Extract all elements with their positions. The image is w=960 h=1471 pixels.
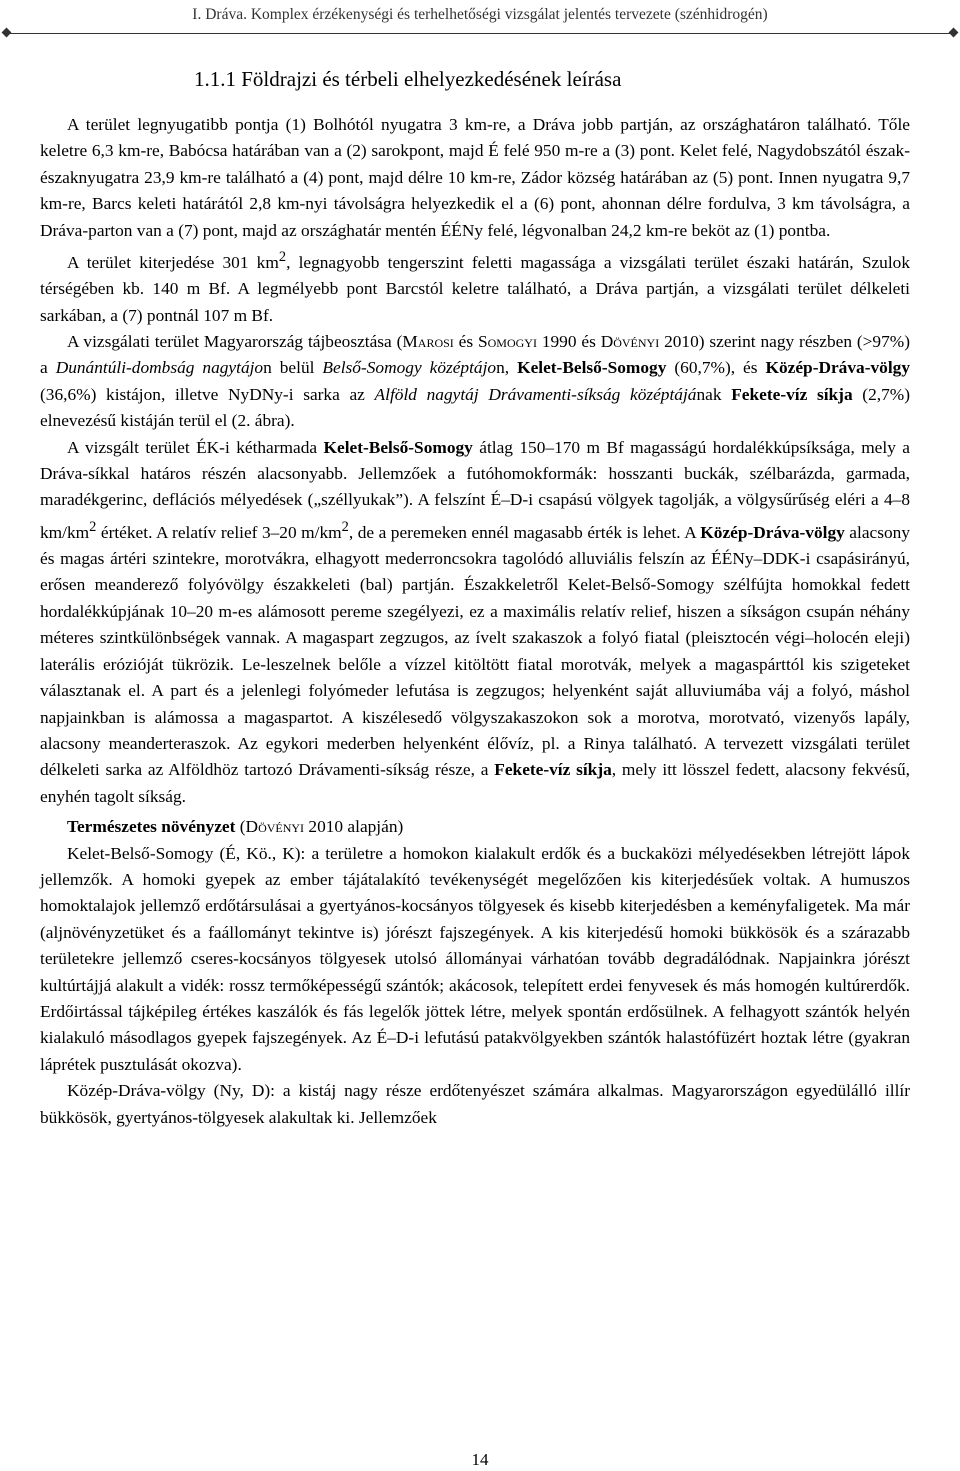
diamond-left-icon xyxy=(2,28,12,38)
vegetation-heading: Természetes növényzet (Dövényi 2010 alapján) xyxy=(67,817,404,837)
paragraph-extent: A terület kiterjedése 301 $km^2$, legnagyobb tengerszint feletti magassága a vizsgálati terület északi határán, Szulok térségében kb. 140 m Bf. A legmélyebb pont Barcstól keletre található, a Dráva partján, a vizsgálati terület délkeleti sarkában, a (7) pontnál 107 m Bf. xyxy=(40,249,910,325)
section-title: 1.1.1 Földrajzi és térbeli elhelyezkedésének leírása xyxy=(194,67,622,91)
running-header xyxy=(0,0,960,40)
page-number: 14 xyxy=(471,1450,489,1469)
paragraph-vegetation-drava: Közép-Dráva-völgy (Ny, D): a kistáj nagy része erdőtenyészet számára alkalmas. Magyarországon egyedülálló illír bükkösök, gyertyános-tölgyesek alakultak ki. Jellemzőek xyxy=(40,1081,910,1127)
paragraph-vegetation-somogy: Kelet-Belső-Somogy (É, Kö., K): a területre a homokon kialakult erdők és a buckaközi mélyedésekben létrejött lápok jellemzők. A homoki gyepek az ember tájátalakító tevékenységét megelőzően kis kiterjedésűek voltak. A humuszos homoktalajok jellemző erdőtársulásai a gyertyános-kocsányos tölgyesek és kisebb kiterjedésben a keményfaligetek. Ma már (aljnövényzetüket és a faállományt tekintve is) jórészt fajszegények. A kis kiterjedésű homoki bükkösök és a szárazabb területekre jellemző cseres-kocsányos tölgyesek utolsó állományai várhatóan tovább degradálódnak. Napjainkra jórészt kultúrtájjá alakult a vidék: rossz termőképességű szántók; akácosok, telepített erdei fenyvesek és más homogén kultúrerdők. Erdőirtással tájképileg értékes kaszálók és fás legelők jöttek létre, melyek spontán erdősülnek. A felhagyott szántók helyén kialakuló másodlagos gyepek fajszegények. Az É–D-i lefutású patakvölgyekben szántók halastófüzért hoztak létre (gyakran láprétek pusztulását okozva). xyxy=(40,843,910,1074)
paragraph-boundary: A terület legnyugatibb pontja (1) Bolhótól nyugatra 3 km-re, a Dráva jobb partján, az országhatáron található. Tőle keletre 6,3 km-re, Babócsa határában van a (2) sarokpont, majd É felé 950 m-re a (3) pont. Kelet felé, Nagydobszától észak-északnyugatra 23,9 km-re található a (4) pont, majd délre 10 km-re, Zádor község határában az (5) pont. Innen nyugatra 9,7 km-re, Barcs keleti határától 2,8 km-nyi távolságra helyezkedik el a (6) pont, ahonnan délre fordulva, 3 km távolságra, a Dráva-parton van a (7) pont, majd az országhatár mentén ÉÉNy felé, légvonalban 24,2 km-re beköt az (1) pontba. xyxy=(40,115,910,240)
paragraph-landscape: A vizsgálati terület Magyarország tájbeosztása (Marosi és Somogyi 1990 és Dövényi 2010) szerint nagy részben (>97%) a Dunántúli-dombság nagytájon belül Belső-Somogy középtájon, Kelet-Belső-Somogy (60,7%), és Közép-Dráva-völgy (36,6%) kistájon, illetve NyDNy-i sarka az Alföld nagytáj Drávamenti-síkság középtájának Fekete-víz síkja (2,7%) elnevezésű kistáján terül el (2. ábra). xyxy=(40,332,910,431)
paragraph-relief: A vizsgált terület ÉK-i kétharmada Kelet-Belső-Somogy átlag 150–170 m Bf magasságú hordalékkúpsíksága, mely a Dráva-síkkal határos részén alacsonyabb. Jellemzőek a futóhomokformák: hosszanti buckák, szélbarázda, garmada, maradékgerinc, deflációs mélyedések („széllyukak”). A felszínt É–D-i csapású völgyek tagolják, a völgysűrűség eléri a 4–8 $km/km^2$ értéket. A relatív relief 3–20 $m/km^2$, de a peremeken ennél magasabb érték is lehet. A Közép-Dráva-völgy alacsony és magas ártéri szintekre, morotvákra, elhagyott mederroncsokra tagolódó alluviális felszín az ÉÉNy–DDK-i csapásirányú, erősen meanderező folyóvölgy északkeleti (bal) partján. Északkeletről Kelet-Belső-Somogy szélfújta homokkal fedett hordalékkúpjának 10–20 m-es alámosott pereme szegélyezi, ez a maximális relatív relief, hiszen a síkságon csupán néhány méteres szintkülönbségek vannak. A magaspart zegzugos, az ívelt szakaszok a folyó fiatal (pleisztocén végi–holocén eleji) laterális erózióját tükrözik. Le-leszelnek belőle a vízzel kitöltött fiatal morotvák, melyek a magaspárttól kis szigeteket választanak el. A part és a jelenlegi folyómeder lefutása is zegzugos; helyenként saját alluviumába váj a folyó, máshol napjainkban is alámossa a magaspartot. A kiszélesedő völgyszakaszokon sok a morotva, morotvató, vizenyős lapály, alacsony meanderteraszok. Az egykori mederben helyenként élővíz, pl. a Rinya található. A tervezett vizsgálati terület délkeleti sarka az Alföldhöz tartozó Drávamenti-síkság része, a Fekete-víz síkja, mely itt lösszel fedett, alacsony fekvésű, enyhén tagolt síkság. xyxy=(40,437,910,806)
running-title: I. Dráva. Komplex érzékenységi és terhelhetőségi vizsgálat jelentés tervezete (szénhidrogén) xyxy=(192,6,768,23)
diamond-right-icon xyxy=(949,28,959,38)
header-rule xyxy=(8,33,952,34)
body-text xyxy=(40,112,910,1131)
